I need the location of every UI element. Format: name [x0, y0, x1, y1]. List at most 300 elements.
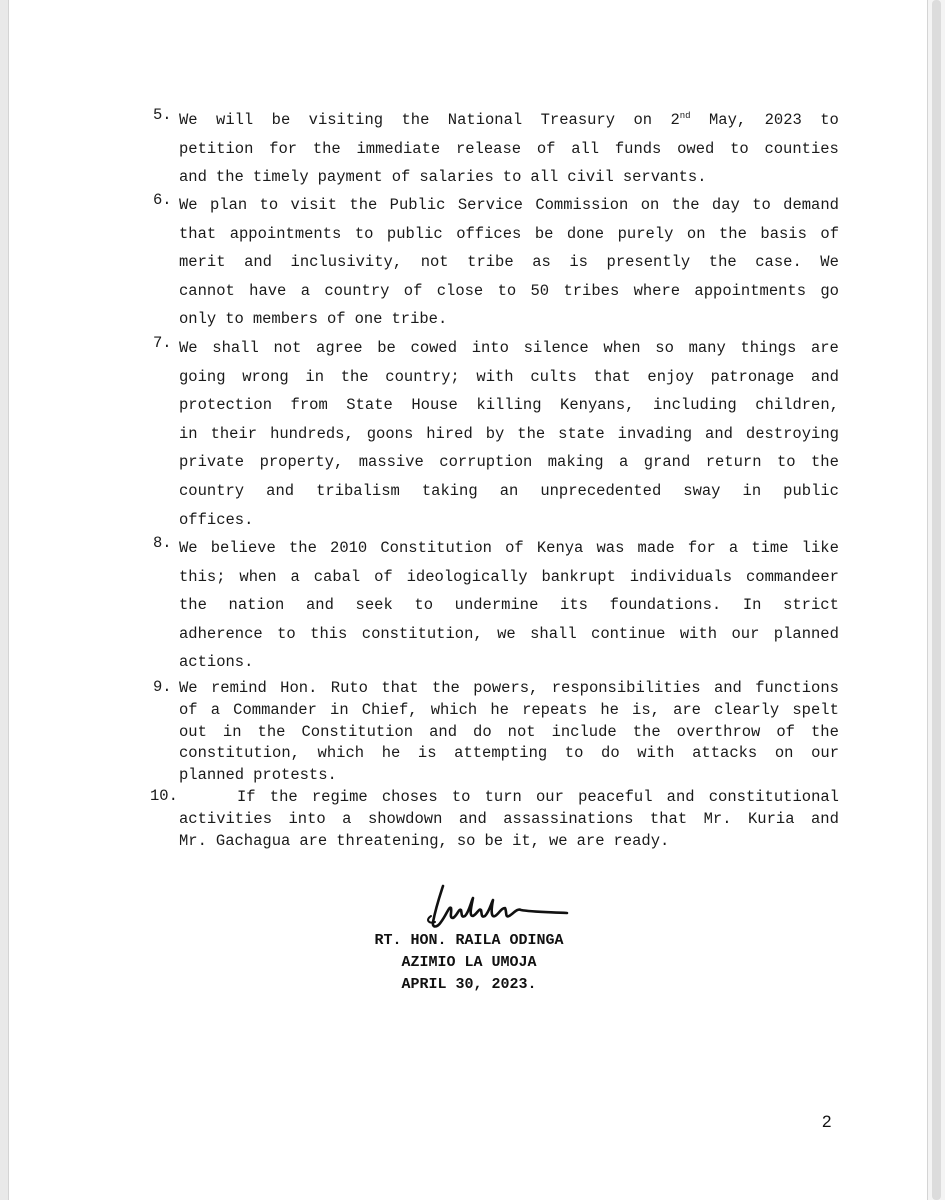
word: silence	[523, 339, 589, 357]
word: a	[728, 539, 739, 557]
word: and	[458, 809, 487, 828]
word: day	[711, 196, 740, 214]
word: to	[259, 196, 279, 214]
word: to	[730, 139, 749, 158]
word: strict	[783, 596, 839, 615]
word: cannot	[179, 281, 235, 300]
word: into	[288, 809, 326, 828]
text-line	[179, 220, 839, 249]
word: do	[473, 722, 492, 741]
text-line	[179, 809, 839, 831]
word: Kuria	[747, 809, 795, 828]
word: repeats	[522, 700, 588, 719]
signature-date: APRIL 30, 2023.	[401, 976, 537, 993]
word: public	[386, 224, 443, 243]
scrollbar-thumb[interactable]	[932, 0, 941, 1200]
word: appointments	[229, 224, 342, 243]
word: to	[451, 788, 471, 806]
text-line	[179, 591, 839, 620]
word: and	[266, 481, 295, 500]
word: not	[507, 722, 536, 741]
word: responsibilities	[551, 679, 701, 697]
text-line	[179, 305, 839, 334]
word: state	[558, 424, 605, 443]
word: Mr.	[179, 831, 207, 850]
list-item-number: 9.	[153, 678, 172, 696]
word: functions	[755, 679, 839, 697]
word: believe	[210, 539, 276, 557]
word: patronage	[710, 367, 795, 386]
word: peaceful	[578, 788, 653, 806]
word: constitutional	[708, 788, 839, 806]
word: with	[679, 624, 718, 643]
text-line	[179, 163, 839, 192]
word: continue	[591, 624, 666, 643]
word: destroying	[745, 424, 839, 443]
word: the	[349, 196, 378, 214]
word: sway	[683, 481, 721, 500]
text-line	[179, 506, 839, 535]
word: Service	[457, 196, 523, 214]
word: close	[436, 281, 484, 300]
word: only	[179, 310, 217, 329]
word: public	[783, 481, 839, 500]
word: time	[751, 539, 789, 557]
word: cults	[530, 367, 577, 386]
word: like	[801, 539, 839, 557]
text-line	[179, 534, 839, 563]
word: the	[517, 424, 546, 443]
word: are	[299, 831, 328, 850]
word: of	[505, 539, 524, 557]
word: basis	[760, 224, 807, 243]
word: in	[179, 424, 198, 443]
text-line	[179, 700, 839, 722]
text-line	[179, 391, 839, 420]
word: and	[429, 722, 458, 741]
word: and	[244, 253, 272, 272]
word: presently	[606, 253, 691, 272]
word: we	[548, 831, 568, 850]
list-item	[153, 678, 839, 787]
word: Ruto	[330, 679, 368, 697]
word: and	[811, 367, 839, 386]
word: killing	[476, 396, 542, 415]
word: attacks	[692, 744, 758, 763]
word: the	[215, 168, 244, 187]
word: invading	[617, 424, 693, 443]
word: demand	[783, 196, 839, 214]
word: constitution,	[361, 624, 483, 643]
word: of	[179, 700, 198, 719]
word: Commander	[233, 700, 317, 719]
word: We	[179, 679, 198, 697]
word: children,	[755, 396, 839, 415]
word: We	[179, 539, 198, 557]
word: servants.	[622, 168, 707, 187]
text-line	[179, 135, 839, 164]
word: to	[277, 624, 296, 643]
word: shall	[212, 339, 259, 357]
word: petition	[179, 139, 254, 158]
word: into	[471, 339, 509, 357]
word: of	[374, 567, 393, 586]
word: not	[420, 253, 449, 272]
word: the	[179, 596, 207, 615]
list-item-number: 5.	[153, 106, 172, 124]
word: be	[484, 831, 504, 850]
word: individuals	[629, 567, 733, 586]
word: If	[237, 788, 256, 806]
word: grand	[643, 453, 691, 472]
list-item	[153, 191, 839, 334]
word: the	[708, 253, 737, 272]
word: timely	[252, 168, 309, 187]
word: remind	[210, 679, 267, 697]
word: a	[300, 281, 310, 300]
word: this;	[179, 567, 226, 586]
word: overthrow	[676, 722, 761, 741]
word: is	[417, 744, 437, 763]
word: the	[431, 679, 460, 697]
word: ready.	[613, 831, 670, 850]
text-line	[179, 831, 839, 853]
word: going	[179, 367, 226, 386]
word: that	[381, 679, 419, 697]
word: when	[239, 567, 277, 586]
word: he	[490, 700, 509, 719]
word: turn	[484, 788, 522, 806]
word: Kenyans,	[560, 396, 635, 415]
word: taking	[421, 481, 478, 500]
word: all	[571, 139, 600, 158]
word: undermine	[454, 596, 539, 615]
word: offices	[456, 224, 522, 243]
text-line	[179, 106, 839, 135]
word: not	[273, 339, 302, 357]
text-line	[179, 448, 839, 477]
word: inclusivity,	[290, 253, 403, 272]
word: country;	[385, 367, 460, 386]
text-line	[179, 420, 839, 449]
word: our	[811, 744, 839, 763]
word: and	[705, 424, 733, 443]
word: Gachagua	[215, 831, 291, 850]
word: release	[455, 139, 522, 158]
page-number: 2	[822, 1112, 832, 1131]
word: tribe.	[391, 310, 448, 329]
word: Constitution	[380, 539, 492, 557]
word: planned	[773, 624, 839, 643]
word: the	[719, 224, 747, 243]
text-line	[179, 648, 839, 677]
word: members	[252, 310, 318, 329]
word: of	[820, 224, 839, 243]
word: are	[673, 700, 701, 719]
word: adherence	[179, 624, 263, 643]
word: tribe	[467, 253, 514, 272]
text-line	[179, 678, 839, 700]
word: the	[340, 367, 369, 386]
word: the	[811, 722, 839, 741]
handwritten-signature	[421, 878, 571, 936]
word: that	[593, 367, 631, 386]
word: of	[536, 139, 556, 158]
word: the	[288, 539, 317, 557]
word: are	[810, 339, 839, 357]
word: one	[354, 310, 383, 329]
word: corruption	[439, 453, 533, 472]
word: assassinations	[503, 809, 634, 828]
word: in	[742, 481, 762, 500]
word: and	[713, 679, 742, 697]
word: a	[290, 567, 300, 586]
word: our	[536, 788, 564, 806]
word: be	[271, 111, 291, 129]
word: a	[342, 809, 352, 828]
word: for	[687, 539, 716, 557]
word: and	[306, 596, 334, 615]
word: have	[249, 281, 287, 300]
word: done	[566, 224, 605, 243]
word: counties	[764, 139, 839, 158]
word: by	[485, 424, 505, 443]
word: owed	[677, 139, 715, 158]
word: as	[532, 253, 551, 272]
list-item-number: 7.	[153, 334, 172, 352]
word: our	[731, 624, 760, 643]
word: things	[740, 339, 797, 357]
word: in	[305, 367, 325, 386]
word: Constitution	[301, 722, 414, 741]
signatory-name: RT. HON. RAILA ODINGA	[374, 932, 564, 949]
word: its	[560, 596, 588, 615]
word: case.	[755, 253, 802, 272]
word: the	[632, 722, 661, 741]
word: and	[810, 809, 839, 828]
word: so	[456, 831, 476, 850]
word: 2023	[764, 111, 802, 129]
word: Commission	[535, 196, 629, 214]
word: that	[649, 809, 688, 828]
word: be	[377, 339, 396, 357]
signatory-organization: AZIMIO LA UMOJA	[401, 954, 537, 971]
word: of	[776, 722, 795, 741]
word: shall	[530, 624, 577, 643]
word: he	[600, 700, 619, 719]
word: the	[269, 788, 298, 806]
word: offices.	[179, 510, 254, 529]
word: Treasury	[540, 111, 616, 129]
word: to	[225, 310, 244, 329]
word: on	[774, 744, 794, 763]
word: the	[312, 139, 341, 158]
word: to	[776, 453, 796, 472]
word: State	[346, 396, 393, 415]
text-line	[179, 334, 839, 363]
word: from	[290, 396, 328, 415]
word: goons	[366, 424, 414, 443]
word: when	[603, 339, 641, 357]
word: attempting	[454, 744, 548, 763]
word: funds	[614, 139, 662, 158]
word: Hon.	[280, 679, 318, 697]
list-item	[153, 534, 839, 677]
word: protection	[179, 396, 273, 415]
word: unprecedented	[540, 481, 662, 500]
word: to	[820, 111, 839, 129]
word: visit	[290, 196, 338, 214]
word: cowed	[410, 339, 458, 357]
word: National	[447, 111, 523, 129]
text-line	[179, 765, 839, 787]
word: plan	[209, 196, 248, 214]
word: purely	[617, 224, 674, 243]
word: and	[179, 168, 207, 187]
word: was	[596, 539, 625, 557]
word: he	[381, 744, 401, 763]
text-line	[179, 277, 839, 306]
word: the	[671, 196, 700, 214]
word: commandeer	[745, 567, 839, 586]
word: planned	[179, 766, 245, 785]
word: which	[430, 700, 478, 719]
word: with	[476, 367, 514, 386]
word: an	[499, 481, 519, 500]
word: country	[179, 481, 245, 500]
word: regime	[311, 788, 368, 806]
list-item-number: 6.	[153, 191, 172, 209]
word: civil	[567, 168, 614, 187]
word: choses	[381, 788, 438, 806]
list-item	[153, 334, 839, 534]
word: return	[705, 453, 762, 472]
word: go	[820, 281, 839, 300]
word: bankrupt	[541, 567, 616, 586]
text-line	[179, 620, 839, 649]
text-line	[179, 191, 839, 220]
word: 2010	[330, 539, 368, 557]
word: clearly	[714, 700, 780, 719]
word: hired	[426, 424, 473, 443]
word: to	[752, 196, 771, 214]
word: We	[820, 253, 839, 272]
list-item	[150, 787, 839, 852]
word: Chief,	[361, 700, 418, 719]
word: actions.	[179, 653, 254, 672]
word: activities	[179, 809, 273, 828]
word: it,	[512, 831, 540, 850]
word: visiting	[308, 111, 384, 129]
word: tribes	[563, 281, 620, 300]
word: so	[655, 339, 674, 357]
word: that	[179, 224, 217, 243]
word: In	[742, 596, 762, 615]
word: May,	[709, 111, 747, 129]
text-line	[179, 248, 839, 277]
word: all	[530, 168, 559, 187]
word: cabal	[313, 567, 361, 586]
word: We	[179, 111, 198, 129]
list-item-number: 10.	[150, 787, 178, 805]
word: salaries	[419, 168, 494, 187]
word: 50	[530, 281, 550, 300]
word: this	[310, 624, 348, 643]
word: Public	[389, 196, 446, 214]
word: making	[547, 453, 604, 472]
word: of	[403, 281, 423, 300]
word: We	[179, 196, 198, 214]
text-line	[179, 563, 839, 592]
word: protests.	[253, 766, 337, 785]
word: appointments	[694, 281, 807, 300]
word: to	[564, 744, 584, 763]
word: for	[269, 139, 298, 158]
word: 2nd	[670, 110, 691, 129]
word: we	[497, 624, 516, 643]
word: agree	[316, 339, 363, 357]
word: on	[640, 196, 660, 214]
word: will	[216, 111, 254, 129]
word: spelt	[792, 700, 839, 719]
text-line	[179, 722, 839, 744]
word: private	[179, 453, 245, 472]
word: ideologically	[406, 567, 528, 586]
word: which	[317, 744, 365, 763]
word: in	[330, 700, 349, 719]
word: to	[354, 224, 374, 243]
word: nation	[228, 596, 285, 615]
word: be	[534, 224, 554, 243]
word: in	[222, 722, 242, 741]
word: and	[666, 788, 695, 806]
word: the	[257, 722, 286, 741]
word: seek	[355, 596, 393, 615]
word: is,	[632, 700, 660, 719]
word: the	[810, 453, 839, 472]
word: payment	[317, 168, 383, 187]
word: Mr.	[703, 809, 732, 828]
list-item	[153, 106, 839, 192]
word: country	[324, 281, 390, 300]
word: out	[179, 722, 207, 741]
word: House	[411, 396, 458, 415]
word: of	[391, 168, 411, 187]
word: enjoy	[647, 367, 694, 386]
word: do	[601, 744, 620, 763]
word: tribalism	[316, 481, 400, 500]
word: We	[179, 339, 198, 357]
word: a	[618, 453, 629, 472]
word: massive	[358, 453, 424, 472]
word: merit	[179, 253, 226, 272]
word: the	[401, 111, 430, 129]
word: Kenya	[536, 539, 584, 557]
word: a	[210, 700, 221, 719]
word: threatening,	[336, 831, 448, 850]
word: constitution,	[179, 744, 300, 763]
word: to	[502, 168, 522, 187]
word: on	[686, 224, 706, 243]
word: immediate	[356, 139, 441, 158]
word: foundations.	[609, 596, 722, 615]
word: many	[688, 339, 726, 357]
list-item-number: 8.	[153, 534, 172, 552]
word: on	[633, 111, 653, 129]
text-line	[179, 363, 839, 392]
word: property,	[259, 453, 344, 472]
word: to	[414, 596, 434, 615]
